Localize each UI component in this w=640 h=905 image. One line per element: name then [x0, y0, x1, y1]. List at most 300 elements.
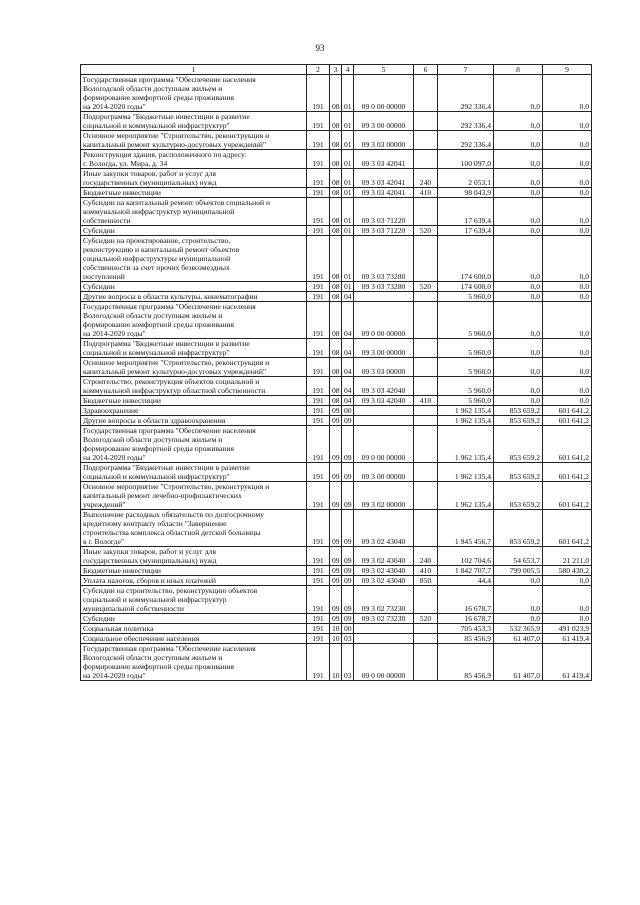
target-article-cell: 09 3 03 42041: [354, 169, 414, 188]
expense-type-cell: 240: [414, 169, 438, 188]
amount-year2-cell: 61 407,0: [494, 634, 543, 644]
section-code-cell: 08: [330, 188, 342, 198]
expense-type-cell: [414, 463, 438, 482]
subsection-code-cell: 04: [342, 302, 354, 339]
target-article-cell: 09 0 00 00000: [354, 644, 414, 681]
section-code-cell: 08: [330, 358, 342, 377]
subsection-code-cell: 09: [342, 566, 354, 576]
amount-year3-cell: 0,0: [543, 150, 592, 169]
expense-type-cell: [414, 150, 438, 169]
table-row: [81, 547, 592, 566]
amount-year1-cell: 102 704,6: [438, 547, 494, 566]
subsection-code-cell: 01: [342, 236, 354, 282]
amount-year3-cell: 601 641,2: [543, 426, 592, 463]
amount-year1-cell: 174 600,0: [438, 236, 494, 282]
target-article-cell: 09 3 03 42041: [354, 150, 414, 169]
row-name-cell: Уплата налогов, сборов и иных платежей: [81, 576, 307, 586]
amount-year3-cell: 0,0: [543, 576, 592, 586]
target-article-cell: 09 3 03 73280: [354, 236, 414, 282]
amount-year3-cell: 0,0: [543, 302, 592, 339]
section-code-cell: 09: [330, 482, 342, 510]
amount-year1-cell: 292 336,4: [438, 131, 494, 150]
row-name-cell: Основное мероприятие "Строительство, реконструкция и капитальный ремонт лечебно-профилактических учреждений": [81, 482, 307, 510]
amount-year3-cell: 601 641,2: [543, 416, 592, 426]
amount-year1-cell: 17 639,4: [438, 226, 494, 236]
expense-type-cell: 410: [414, 396, 438, 406]
budget-table: [80, 64, 592, 681]
section-code-cell: 09: [330, 510, 342, 547]
admin-code-cell: 191: [307, 510, 330, 547]
expense-type-cell: [414, 75, 438, 112]
target-article-cell: 09 3 02 43040: [354, 576, 414, 586]
row-name-cell: Государственная программа "Обеспечение населения Вологодской области доступным жильем и формирование комфортной среды проживания на 2014-2020 годы": [81, 644, 307, 681]
target-article-cell: 09 3 02 43040: [354, 547, 414, 566]
admin-code-cell: 191: [307, 377, 330, 396]
row-name-cell: Субсидии: [81, 226, 307, 236]
admin-code-cell: 191: [307, 169, 330, 188]
admin-code-cell: 191: [307, 150, 330, 169]
subsection-code-cell: 09: [342, 463, 354, 482]
amount-year2-cell: 853 659,2: [494, 510, 543, 547]
expense-type-cell: [414, 339, 438, 358]
subsection-code-cell: 01: [342, 198, 354, 226]
row-name-cell: Государственная программа "Обеспечение населения Вологодской области доступным жильем и формирование комфортной среды проживания на 2014-2020 годы": [81, 426, 307, 463]
row-name-cell: Подпрограмма "Бюджетные инвестиции в развитие социальной и коммунальной инфраструктур": [81, 463, 307, 482]
admin-code-cell: 191: [307, 112, 330, 131]
row-name-cell: Иные закупки товаров, работ и услуг для государственных (муниципальных) нужд: [81, 169, 307, 188]
row-name-cell: Другие вопросы в области культуры, кинематографии: [81, 292, 307, 302]
expense-type-cell: 520: [414, 226, 438, 236]
row-name-cell: Строительство, реконструкция объектов социальной и коммунальной инфраструктур областной собственности: [81, 377, 307, 396]
target-article-cell: [354, 634, 414, 644]
subsection-code-cell: 04: [342, 396, 354, 406]
expense-type-cell: [414, 406, 438, 416]
table-row: [81, 624, 592, 634]
amount-year3-cell: 0,0: [543, 396, 592, 406]
admin-code-cell: 191: [307, 576, 330, 586]
section-code-cell: 10: [330, 644, 342, 681]
section-code-cell: 09: [330, 406, 342, 416]
row-name-cell: Субсидии на строительство, реконструкцию объектов социальной и коммунальной инфраструктур муниципальной собственности: [81, 586, 307, 614]
table-row: [81, 482, 592, 510]
admin-code-cell: 191: [307, 358, 330, 377]
table-row: [81, 463, 592, 482]
subsection-code-cell: 09: [342, 547, 354, 566]
admin-code-cell: 191: [307, 547, 330, 566]
target-article-cell: 09 3 03 00000: [354, 131, 414, 150]
amount-year2-cell: 0,0: [494, 169, 543, 188]
row-name-cell: Социальное обеспечение населения: [81, 634, 307, 644]
section-code-cell: 09: [330, 547, 342, 566]
section-code-cell: 08: [330, 150, 342, 169]
amount-year2-cell: 54 653,7: [494, 547, 543, 566]
amount-year2-cell: 0,0: [494, 226, 543, 236]
table-row: [81, 406, 592, 416]
admin-code-cell: 191: [307, 302, 330, 339]
expense-type-cell: [414, 198, 438, 226]
subsection-code-cell: 09: [342, 614, 354, 624]
column-header: 5: [354, 65, 414, 75]
expense-type-cell: [414, 112, 438, 131]
admin-code-cell: 191: [307, 426, 330, 463]
table-row: [81, 169, 592, 188]
amount-year2-cell: 853 659,2: [494, 406, 543, 416]
target-article-cell: 09 0 00 00000: [354, 75, 414, 112]
amount-year1-cell: 44,4: [438, 576, 494, 586]
amount-year3-cell: 0,0: [543, 226, 592, 236]
table-row: [81, 644, 592, 681]
row-name-cell: Основное мероприятие "Строительство, реконструкция и капитальный ремонт культурно-досуговых учреждений": [81, 358, 307, 377]
amount-year2-cell: 0,0: [494, 339, 543, 358]
amount-year2-cell: 532 365,9: [494, 624, 543, 634]
amount-year2-cell: 0,0: [494, 614, 543, 624]
expense-type-cell: 520: [414, 282, 438, 292]
subsection-code-cell: 09: [342, 576, 354, 586]
section-code-cell: 08: [330, 282, 342, 292]
admin-code-cell: 191: [307, 236, 330, 282]
amount-year3-cell: 601 641,2: [543, 482, 592, 510]
target-article-cell: 09 3 02 00000: [354, 482, 414, 510]
expense-type-cell: [414, 426, 438, 463]
table-row: [81, 131, 592, 150]
amount-year1-cell: 174 600,0: [438, 282, 494, 292]
amount-year3-cell: 0,0: [543, 339, 592, 358]
section-code-cell: 09: [330, 586, 342, 614]
amount-year1-cell: 5 960,0: [438, 302, 494, 339]
section-code-cell: 08: [330, 236, 342, 282]
table-row: [81, 510, 592, 547]
amount-year2-cell: 0,0: [494, 292, 543, 302]
table-row: [81, 226, 592, 236]
table-row: [81, 302, 592, 339]
expense-type-cell: 850: [414, 576, 438, 586]
row-name-cell: Подпрограмма "Бюджетные инвестиции в развитие социальной и коммунальной инфраструктур": [81, 112, 307, 131]
amount-year3-cell: 0,0: [543, 586, 592, 614]
row-name-cell: Субсидии на проектирование, строительство, реконструкцию и капитальный ремонт объектов социальной инфраструктуры муниципальной собственности за счет прочих безвозмездных поступлений: [81, 236, 307, 282]
target-article-cell: 09 3 00 00000: [354, 463, 414, 482]
target-article-cell: 09 3 03 73280: [354, 282, 414, 292]
expense-type-cell: [414, 377, 438, 396]
expense-type-cell: 410: [414, 566, 438, 576]
amount-year2-cell: 0,0: [494, 131, 543, 150]
target-article-cell: 09 0 00 00000: [354, 302, 414, 339]
admin-code-cell: 191: [307, 634, 330, 644]
row-name-cell: Субсидии: [81, 614, 307, 624]
expense-type-cell: [414, 292, 438, 302]
table-row: [81, 75, 592, 112]
amount-year1-cell: 17 639,4: [438, 198, 494, 226]
row-name-cell: Здравоохранение: [81, 406, 307, 416]
admin-code-cell: 191: [307, 188, 330, 198]
column-header: 9: [543, 65, 592, 75]
subsection-code-cell: 04: [342, 292, 354, 302]
section-code-cell: 08: [330, 112, 342, 131]
table-row: [81, 188, 592, 198]
amount-year2-cell: 0,0: [494, 198, 543, 226]
target-article-cell: [354, 624, 414, 634]
subsection-code-cell: 03: [342, 634, 354, 644]
column-header: 1: [81, 65, 307, 75]
admin-code-cell: 191: [307, 482, 330, 510]
column-header: 8: [494, 65, 543, 75]
target-article-cell: 09 3 00 00000: [354, 339, 414, 358]
amount-year2-cell: 0,0: [494, 586, 543, 614]
amount-year3-cell: 601 641,2: [543, 510, 592, 547]
section-code-cell: 09: [330, 416, 342, 426]
section-code-cell: 09: [330, 566, 342, 576]
amount-year2-cell: 853 659,2: [494, 463, 543, 482]
section-code-cell: 08: [330, 339, 342, 358]
column-header: 3: [330, 65, 342, 75]
amount-year2-cell: 0,0: [494, 112, 543, 131]
section-code-cell: 08: [330, 302, 342, 339]
expense-type-cell: [414, 131, 438, 150]
amount-year3-cell: 21 211,0: [543, 547, 592, 566]
table-row: [81, 396, 592, 406]
expense-type-cell: [414, 634, 438, 644]
table-row: [81, 586, 592, 614]
subsection-code-cell: 04: [342, 339, 354, 358]
table-row: [81, 339, 592, 358]
admin-code-cell: 191: [307, 463, 330, 482]
row-name-cell: Социальная политика: [81, 624, 307, 634]
amount-year2-cell: 0,0: [494, 188, 543, 198]
amount-year3-cell: 0,0: [543, 188, 592, 198]
amount-year2-cell: 0,0: [494, 358, 543, 377]
amount-year3-cell: 0,0: [543, 358, 592, 377]
section-code-cell: 08: [330, 292, 342, 302]
target-article-cell: 09 3 03 42041: [354, 188, 414, 198]
amount-year1-cell: 5 960,0: [438, 358, 494, 377]
section-code-cell: 08: [330, 75, 342, 112]
table-row: [81, 282, 592, 292]
amount-year1-cell: 705 453,3: [438, 624, 494, 634]
amount-year3-cell: 0,0: [543, 282, 592, 292]
subsection-code-cell: 01: [342, 112, 354, 131]
table-row: [81, 377, 592, 396]
target-article-cell: 09 3 03 42040: [354, 377, 414, 396]
admin-code-cell: 191: [307, 624, 330, 634]
row-name-cell: Бюджетные инвестиции: [81, 396, 307, 406]
subsection-code-cell: 00: [342, 406, 354, 416]
subsection-code-cell: 01: [342, 131, 354, 150]
amount-year2-cell: 0,0: [494, 150, 543, 169]
section-code-cell: 08: [330, 198, 342, 226]
target-article-cell: [354, 406, 414, 416]
subsection-code-cell: 04: [342, 377, 354, 396]
expense-type-cell: 240: [414, 547, 438, 566]
amount-year3-cell: 601 641,2: [543, 406, 592, 416]
expense-type-cell: [414, 416, 438, 426]
target-article-cell: 09 3 03 71220: [354, 198, 414, 226]
amount-year2-cell: 853 659,2: [494, 416, 543, 426]
admin-code-cell: 191: [307, 416, 330, 426]
amount-year3-cell: 0,0: [543, 75, 592, 112]
amount-year1-cell: 5 960,0: [438, 339, 494, 358]
target-article-cell: 09 3 03 42040: [354, 396, 414, 406]
amount-year1-cell: 98 043,9: [438, 188, 494, 198]
amount-year1-cell: 16 678,7: [438, 614, 494, 624]
amount-year2-cell: 0,0: [494, 576, 543, 586]
subsection-code-cell: 04: [342, 358, 354, 377]
table-row: [81, 426, 592, 463]
amount-year1-cell: 5 960,0: [438, 396, 494, 406]
admin-code-cell: 191: [307, 406, 330, 416]
amount-year1-cell: 1 842 707,7: [438, 566, 494, 576]
amount-year1-cell: 5 960,0: [438, 292, 494, 302]
expense-type-cell: 410: [414, 188, 438, 198]
section-code-cell: 09: [330, 576, 342, 586]
target-article-cell: [354, 292, 414, 302]
amount-year1-cell: 292 336,4: [438, 75, 494, 112]
amount-year3-cell: 0,0: [543, 198, 592, 226]
expense-type-cell: [414, 644, 438, 681]
amount-year3-cell: 601 641,2: [543, 463, 592, 482]
amount-year2-cell: 0,0: [494, 282, 543, 292]
amount-year3-cell: 61 419,4: [543, 644, 592, 681]
amount-year1-cell: 2 053,1: [438, 169, 494, 188]
amount-year1-cell: 1 962 135,4: [438, 416, 494, 426]
table-row: [81, 236, 592, 282]
row-name-cell: Реконструкция здания, расположенного по адресу: г. Вологда, ул. Мира, д. 34: [81, 150, 307, 169]
admin-code-cell: 191: [307, 566, 330, 576]
amount-year2-cell: 853 659,2: [494, 426, 543, 463]
expense-type-cell: [414, 510, 438, 547]
amount-year1-cell: 1 962 135,4: [438, 406, 494, 416]
amount-year2-cell: 61 407,0: [494, 644, 543, 681]
table-row: [81, 292, 592, 302]
target-article-cell: 09 3 03 00000: [354, 358, 414, 377]
table-row: [81, 634, 592, 644]
amount-year1-cell: 1 945 456,7: [438, 510, 494, 547]
subsection-code-cell: 01: [342, 282, 354, 292]
column-header: 6: [414, 65, 438, 75]
subsection-code-cell: 01: [342, 226, 354, 236]
section-code-cell: 08: [330, 131, 342, 150]
expense-type-cell: [414, 482, 438, 510]
target-article-cell: 09 3 00 00000: [354, 112, 414, 131]
amount-year2-cell: 0,0: [494, 377, 543, 396]
section-code-cell: 10: [330, 624, 342, 634]
admin-code-cell: 191: [307, 644, 330, 681]
amount-year1-cell: 1 962 135,4: [438, 463, 494, 482]
subsection-code-cell: 01: [342, 75, 354, 112]
amount-year3-cell: 61 419,4: [543, 634, 592, 644]
table-header-row: [81, 65, 592, 75]
amount-year3-cell: 491 023,9: [543, 624, 592, 634]
row-name-cell: Иные закупки товаров, работ и услуг для государственных (муниципальных) нужд: [81, 547, 307, 566]
admin-code-cell: 191: [307, 586, 330, 614]
amount-year3-cell: 0,0: [543, 236, 592, 282]
amount-year3-cell: 580 430,2: [543, 566, 592, 576]
expense-type-cell: [414, 302, 438, 339]
target-article-cell: 09 3 03 71220: [354, 226, 414, 236]
row-name-cell: Субсидии на капитальный ремонт объектов социальной и коммунальной инфраструктур муниципальной собственности: [81, 198, 307, 226]
amount-year2-cell: 853 659,2: [494, 482, 543, 510]
amount-year1-cell: 292 336,4: [438, 112, 494, 131]
admin-code-cell: 191: [307, 226, 330, 236]
section-code-cell: 09: [330, 463, 342, 482]
target-article-cell: 09 3 02 43040: [354, 566, 414, 576]
table-row: [81, 358, 592, 377]
row-name-cell: Выполнение расходных обязательств по долгосрочному кредитному контракту области "Завершение строительства комплекса областной детской больницы в г. Вологде": [81, 510, 307, 547]
amount-year1-cell: 85 456,9: [438, 634, 494, 644]
table-row: [81, 566, 592, 576]
section-code-cell: 09: [330, 614, 342, 624]
subsection-code-cell: 00: [342, 624, 354, 634]
target-article-cell: 09 3 02 43040: [354, 510, 414, 547]
admin-code-cell: 191: [307, 131, 330, 150]
subsection-code-cell: 09: [342, 426, 354, 463]
target-article-cell: 09 3 02 73230: [354, 614, 414, 624]
table-row: [81, 112, 592, 131]
expense-type-cell: [414, 624, 438, 634]
column-header: 2: [307, 65, 330, 75]
expense-type-cell: [414, 586, 438, 614]
row-name-cell: Государственная программа "Обеспечение населения Вологодской области доступным жильем и формирование комфортной среды проживания на 2014-2020 годы": [81, 302, 307, 339]
row-name-cell: Бюджетные инвестиции: [81, 566, 307, 576]
admin-code-cell: 191: [307, 198, 330, 226]
subsection-code-cell: 09: [342, 482, 354, 510]
admin-code-cell: 191: [307, 614, 330, 624]
admin-code-cell: 191: [307, 292, 330, 302]
expense-type-cell: [414, 236, 438, 282]
amount-year2-cell: 0,0: [494, 236, 543, 282]
amount-year1-cell: 5 960,0: [438, 377, 494, 396]
amount-year1-cell: 85 456,9: [438, 644, 494, 681]
expense-type-cell: [414, 358, 438, 377]
target-article-cell: 09 3 02 73230: [354, 586, 414, 614]
admin-code-cell: 191: [307, 75, 330, 112]
column-header: 7: [438, 65, 494, 75]
section-code-cell: 08: [330, 396, 342, 406]
section-code-cell: 08: [330, 377, 342, 396]
section-code-cell: 08: [330, 169, 342, 188]
amount-year2-cell: 0,0: [494, 302, 543, 339]
table-row: [81, 198, 592, 226]
subsection-code-cell: 09: [342, 510, 354, 547]
table-row: [81, 150, 592, 169]
amount-year3-cell: 0,0: [543, 131, 592, 150]
admin-code-cell: 191: [307, 396, 330, 406]
amount-year3-cell: 0,0: [543, 377, 592, 396]
subsection-code-cell: 01: [342, 150, 354, 169]
column-header: 4: [342, 65, 354, 75]
target-article-cell: 09 0 00 00000: [354, 426, 414, 463]
row-name-cell: Основное мероприятие "Строительство, реконструкция и капитальный ремонт культурно-досуговых учреждений": [81, 131, 307, 150]
admin-code-cell: 191: [307, 282, 330, 292]
row-name-cell: Подпрограмма "Бюджетные инвестиции в развитие социальной и коммунальной инфраструктур": [81, 339, 307, 358]
amount-year3-cell: 0,0: [543, 112, 592, 131]
section-code-cell: 08: [330, 226, 342, 236]
subsection-code-cell: 09: [342, 416, 354, 426]
amount-year1-cell: 1 962 135,4: [438, 426, 494, 463]
amount-year1-cell: 1 962 135,4: [438, 482, 494, 510]
subsection-code-cell: 09: [342, 586, 354, 614]
admin-code-cell: 191: [307, 339, 330, 358]
table-row: [81, 576, 592, 586]
target-article-cell: [354, 416, 414, 426]
amount-year3-cell: 0,0: [543, 614, 592, 624]
amount-year2-cell: 799 005,5: [494, 566, 543, 576]
amount-year2-cell: 0,0: [494, 396, 543, 406]
section-code-cell: 10: [330, 634, 342, 644]
amount-year1-cell: 16 678,7: [438, 586, 494, 614]
row-name-cell: Субсидии: [81, 282, 307, 292]
subsection-code-cell: 01: [342, 169, 354, 188]
amount-year3-cell: 0,0: [543, 169, 592, 188]
amount-year3-cell: 0,0: [543, 292, 592, 302]
